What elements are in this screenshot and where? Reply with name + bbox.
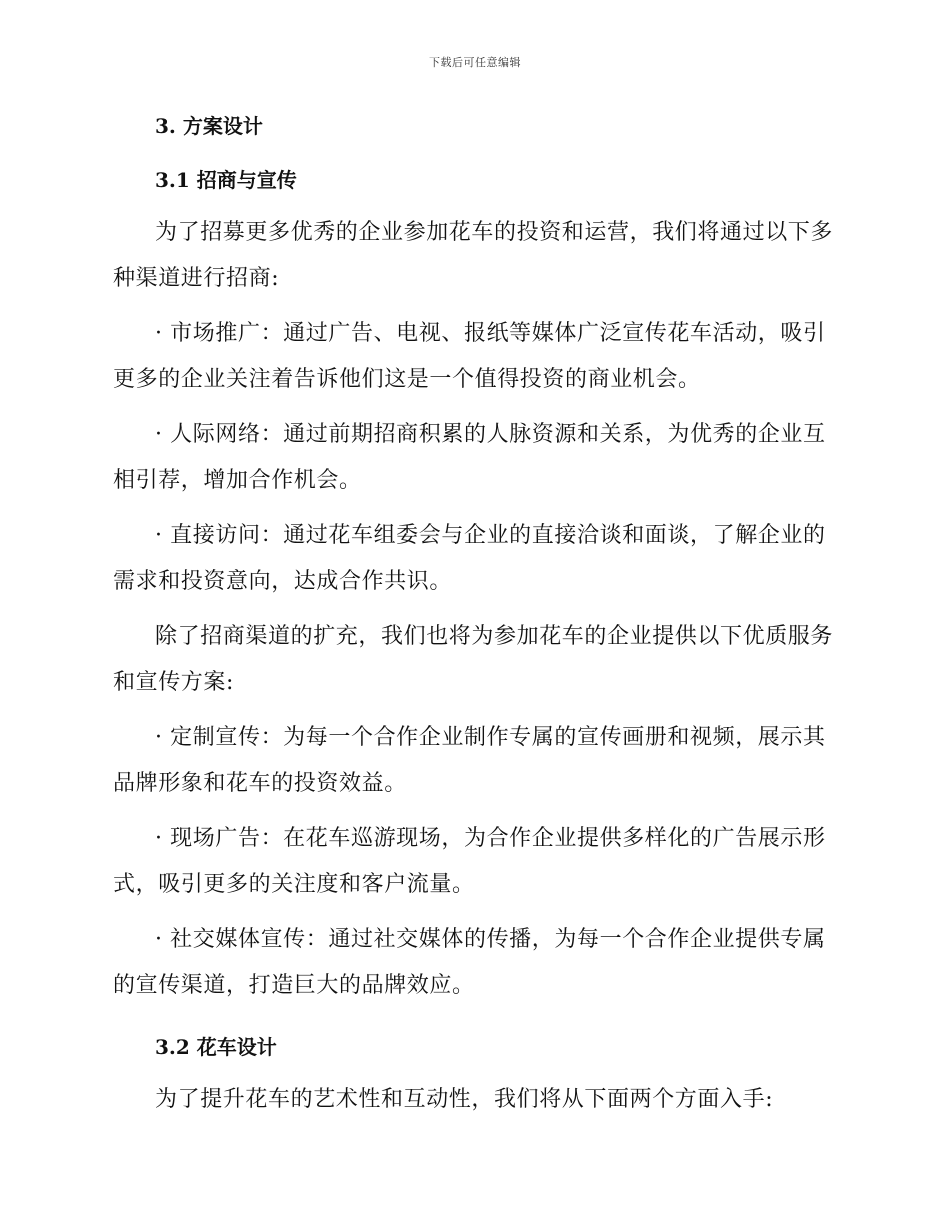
channel-item-market-promotion: · 市场推广：通过广告、电视、报纸等媒体广泛宣传花车活动，吸引更多的企业关注着告诉他们这是一个值得投资的商业机会。 <box>113 321 826 392</box>
service-item-social-media: · 社交媒体宣传：通过社交媒体的传播，为每一个合作企业提供专属的宣传渠道，打造巨大的品牌效应。 <box>113 927 826 998</box>
section-3-1-heading: 3.1 招商与宣传 <box>155 168 297 192</box>
channel-item-direct-visit: · 直接访问：通过花车组委会与企业的直接洽谈和面谈，了解企业的需求和投资意向，达成合作共识。 <box>113 523 826 594</box>
services-intro: 除了招商渠道的扩充，我们也将为参加花车的企业提供以下优质服务和宣传方案: <box>113 624 834 695</box>
document-body <box>113 110 833 1123</box>
section-3-2-heading: 3.2 花车设计 <box>155 1035 277 1059</box>
channel-item-personal-network: · 人际网络：通过前期招商积累的人脉资源和关系，为优秀的企业互相引荐，增加合作机会。 <box>113 422 826 493</box>
page-header-note: 下载后可任意编辑 <box>429 56 521 69</box>
section-3-heading: 3. 方案设计 <box>155 114 263 138</box>
service-item-onsite-ads: · 现场广告：在花车巡游现场，为合作企业提供多样化的广告展示形式，吸引更多的关注度和客户流量。 <box>113 826 826 897</box>
section-3-1-intro: 为了招募更多优秀的企业参加花车的投资和运营，我们将通过以下多种渠道进行招商: <box>113 220 834 291</box>
service-item-custom-promotion: · 定制宣传：为每一个合作企业制作专属的宣传画册和视频，展示其品牌形象和花车的投资效益。 <box>113 725 826 796</box>
section-3-2-intro: 为了提升花车的艺术性和互动性，我们将从下面两个方面入手: <box>155 1087 774 1112</box>
